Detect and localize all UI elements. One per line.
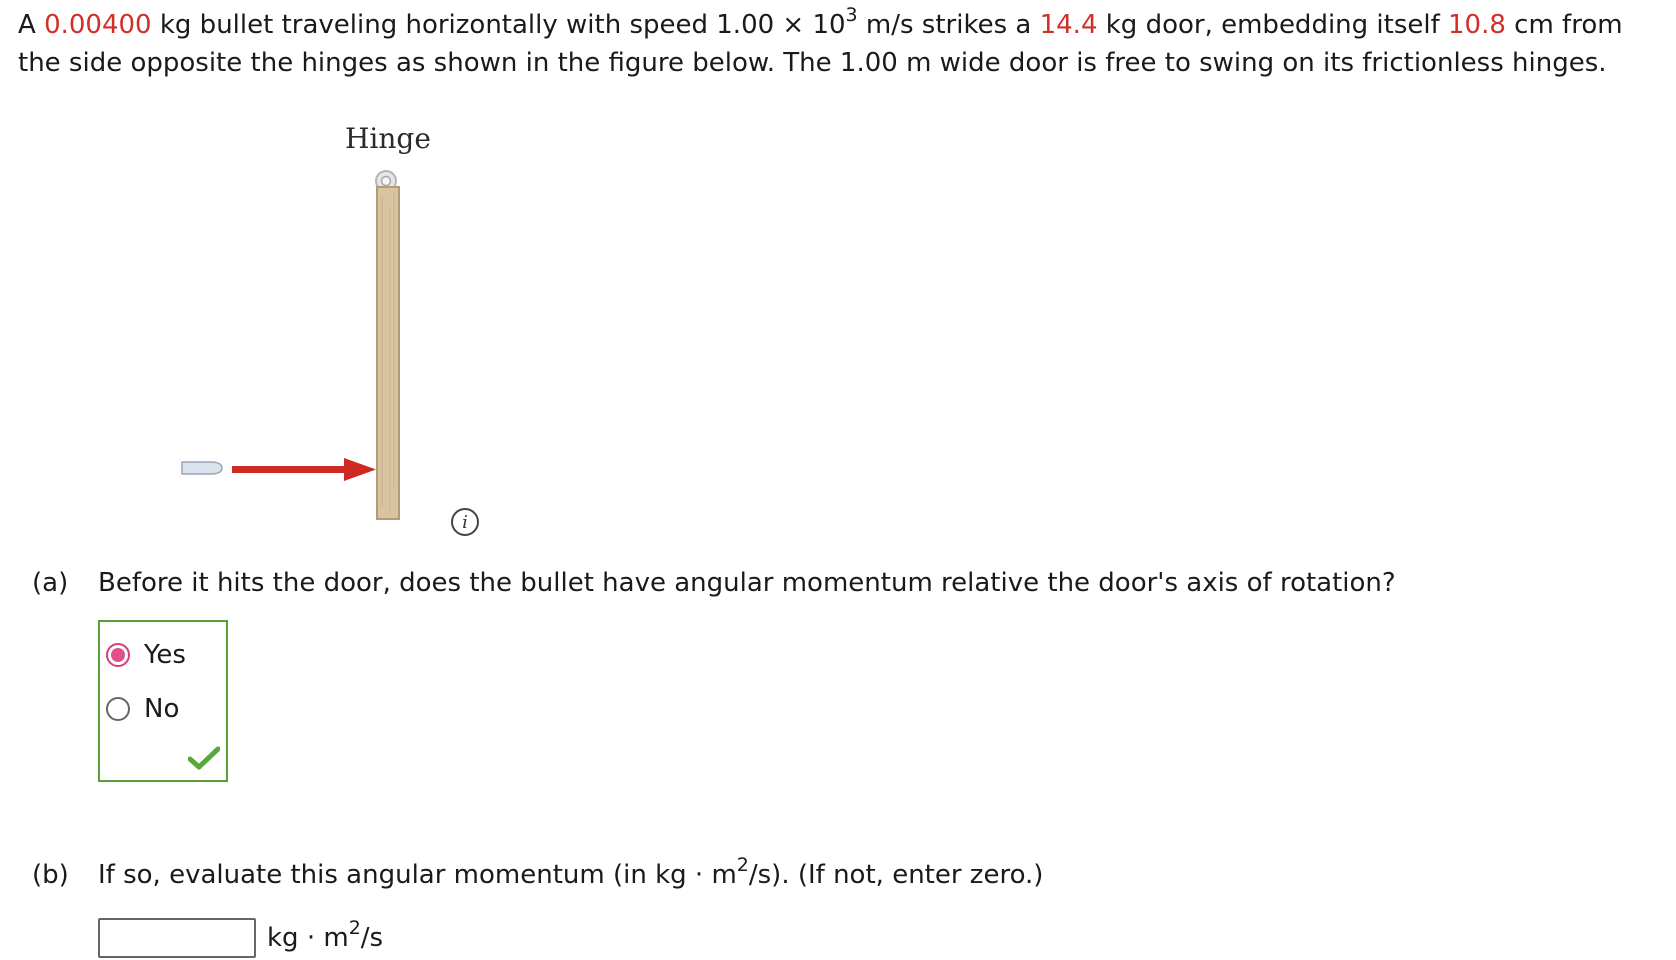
answer-unit: kg · $m^2/s$ (267, 917, 384, 953)
angular-momentum-input[interactable] (98, 918, 256, 958)
bullet (180, 460, 224, 476)
option-no[interactable] (106, 692, 179, 726)
part-b-question: If so, evaluate this angular momentum (in kg · $m^2/s$). (If not, enter zero.) (98, 854, 1044, 890)
info-icon[interactable]: i (451, 508, 479, 536)
hinge-label: Hinge (345, 122, 431, 155)
part-a-label: (a) (32, 568, 69, 598)
bullet-mass-value: 0.00400 (44, 10, 152, 40)
speed-exponent: 3 (845, 4, 858, 26)
problem-statement: A 0.00400 kg bullet traveling horizontally with speed $1.00 \times 10^3$ m/s strikes a 14.4 kg door, embedding itself 10.8 cm from the side opposite the hinges as shown in the figure below. The 1.00 m wide door is free to swing on its frictionless hinges. (18, 4, 1623, 78)
door-figure (150, 110, 510, 533)
option-yes[interactable] (106, 638, 186, 672)
velocity-arrow (232, 456, 378, 484)
distance-value: 10.8 (1448, 10, 1506, 40)
door-mass-value: 14.4 (1039, 10, 1098, 40)
part-a-answer-group (98, 620, 228, 782)
option-yes-label: Yes (144, 640, 186, 670)
door (376, 186, 400, 520)
option-no-label: No (144, 694, 180, 724)
part-a-question: Before it hits the door, does the bullet have angular momentum relative the door's axis of rotation? (98, 568, 1396, 598)
check-icon (188, 746, 220, 770)
radio-no[interactable] (106, 697, 130, 721)
part-b-label: (b) (32, 860, 69, 890)
radio-yes[interactable] (106, 643, 130, 667)
